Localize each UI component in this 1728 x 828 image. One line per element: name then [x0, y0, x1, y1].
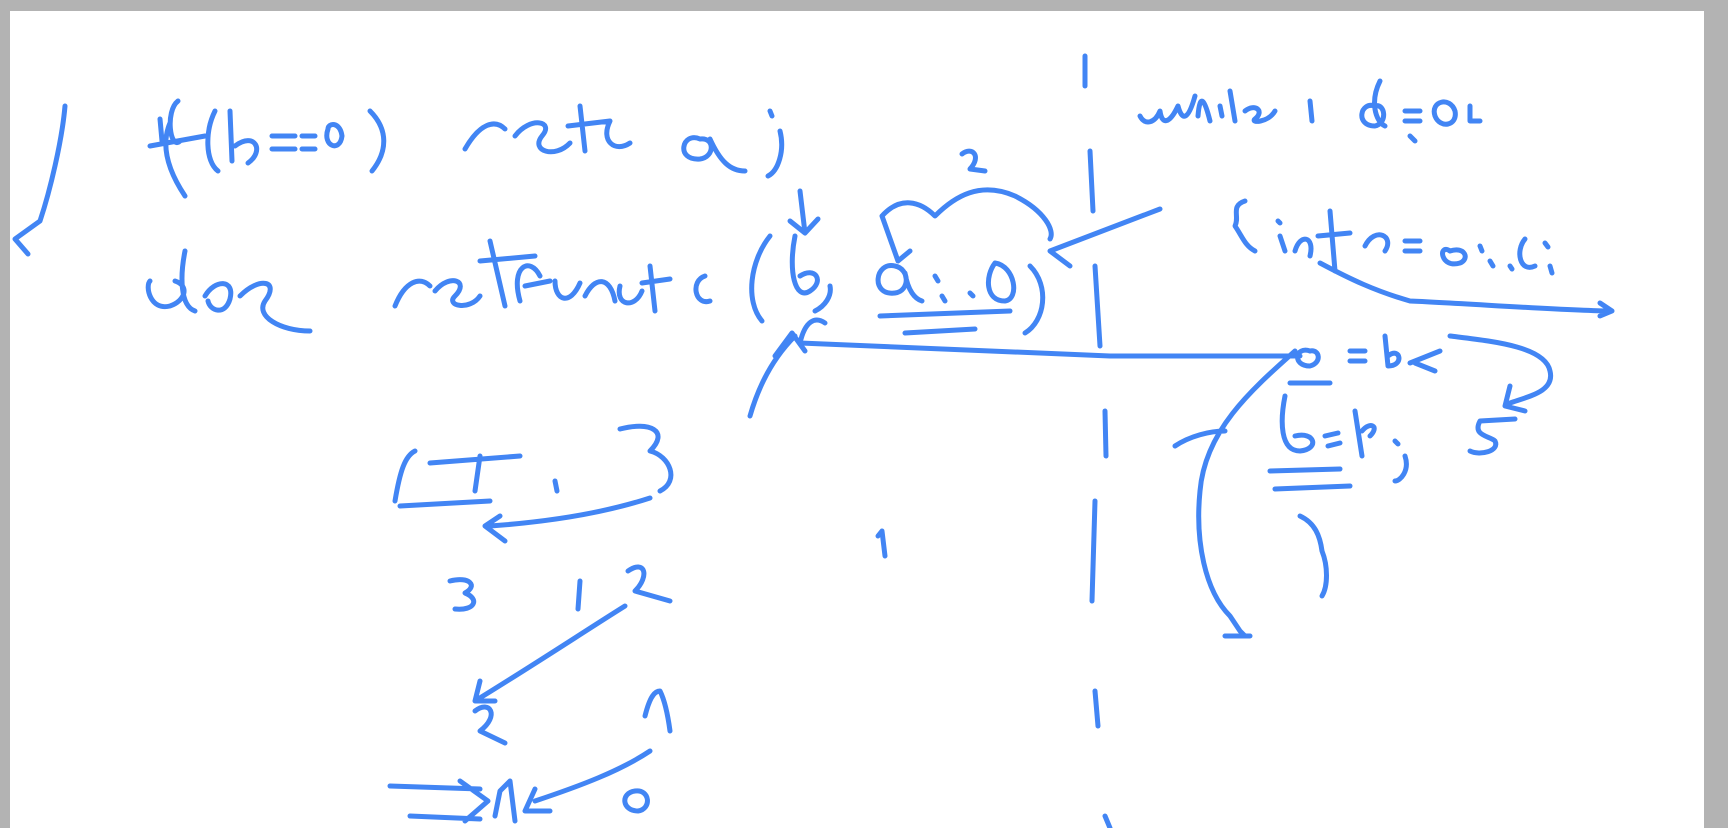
- trace-2-first: [628, 567, 670, 601]
- line1-ret-text: [465, 106, 630, 152]
- trace-comma-2: [578, 581, 580, 609]
- divider-dash-4: [1105, 411, 1106, 456]
- a-equals-b-text: [1290, 336, 1440, 383]
- trace-arrow-into-1: [390, 781, 488, 821]
- trace-3-second: [450, 580, 474, 610]
- trace-arrow-3: [525, 751, 650, 811]
- trace-comma-1: [555, 481, 557, 491]
- label-2-top: [962, 151, 985, 171]
- line1-if-text: [150, 101, 384, 196]
- connector-arrow-up: [750, 320, 825, 416]
- trace-arrow-1: [485, 498, 650, 541]
- trace-17: [395, 451, 520, 506]
- while-condition-text: [1310, 81, 1480, 141]
- trace-3-first: [620, 426, 671, 491]
- ink-strokes: [15, 56, 1612, 828]
- left-bracket-stroke: [15, 106, 65, 254]
- line2-ret-text: [395, 241, 535, 306]
- divider-dash-3: [1095, 266, 1100, 346]
- middle-number-1: [878, 531, 885, 556]
- trace-0: [625, 791, 648, 811]
- line1-a-text: [684, 111, 782, 176]
- diagonal-arrow: [1050, 209, 1160, 266]
- line2-b-text: [792, 236, 830, 311]
- arrow-a-to-b: [790, 191, 818, 233]
- trace-2-second: [475, 707, 505, 743]
- brace-arrow-stroke: [882, 190, 1051, 261]
- while-text: [1140, 91, 1275, 122]
- line2-funct-text: [517, 266, 710, 311]
- trace-1-low: [495, 781, 515, 821]
- close-brace-text: [1300, 516, 1327, 596]
- swap-arrow: [1450, 336, 1551, 411]
- divider-dash-5: [1092, 501, 1095, 601]
- trace-arrow-2: [475, 606, 625, 701]
- whiteboard-canvas[interactable]: [10, 11, 1704, 828]
- open-brace-text: [1235, 201, 1255, 251]
- divider-dash-6: [1095, 691, 1098, 726]
- loop-arrow: [1175, 351, 1295, 636]
- handwritten-notes-drawing: [10, 11, 1704, 828]
- label-5-text: [1470, 419, 1515, 453]
- line2-amodb-text: [878, 263, 1014, 333]
- connector-underline: [800, 343, 1300, 356]
- divider-dash-2: [1090, 151, 1093, 211]
- line2-paren-close: [1025, 266, 1043, 333]
- line2-else-text: [148, 251, 310, 331]
- b-equals-r-text: [1270, 396, 1406, 489]
- divider-dash-7: [1105, 816, 1110, 828]
- int-r-underline-arrow: [1320, 263, 1612, 316]
- line2-paren-open: [752, 236, 770, 321]
- trace-1-high: [645, 691, 670, 731]
